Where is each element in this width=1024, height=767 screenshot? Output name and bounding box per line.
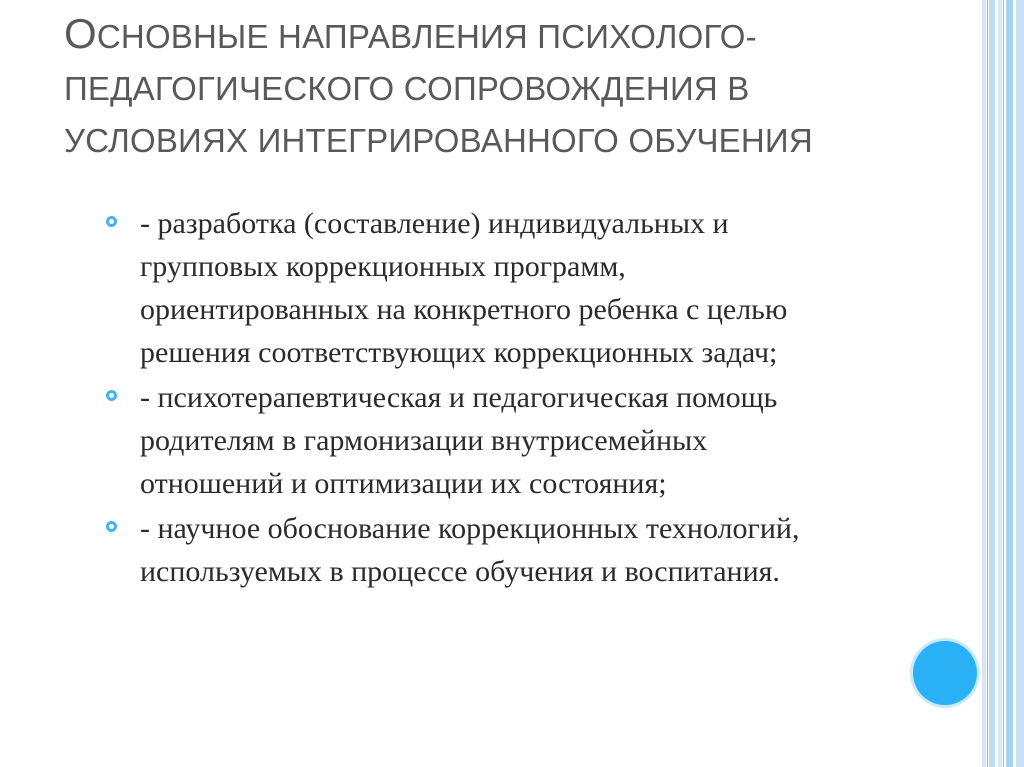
decorative-stripe <box>982 0 986 767</box>
decorative-stripe <box>1003 0 1004 767</box>
decorative-stripe <box>998 0 1002 767</box>
list-item-text: - психотерапевтическая и педагогическая помощь <box>140 381 778 414</box>
list-item <box>106 507 926 593</box>
list-item-text: решения соответствующих коррекционных задач; <box>140 336 778 369</box>
list-item-text: - научное обоснование коррекционных технологий, <box>140 512 800 545</box>
list-item-text: отношений и оптимизации их состояния; <box>140 467 667 500</box>
decorative-stripe <box>1006 0 1013 767</box>
decorative-circle <box>913 641 977 705</box>
list-item-text: ориентированных на конкретного ребенка с целью <box>140 293 788 326</box>
list-item <box>106 202 926 374</box>
decorative-stripe <box>987 0 988 767</box>
decorative-stripe <box>989 0 995 767</box>
decorative-stripe <box>1016 0 1024 767</box>
circle-bullet-icon <box>106 390 117 401</box>
bullet-list <box>106 202 926 595</box>
circle-bullet-icon <box>106 216 117 227</box>
list-item-text: - разработка (составление) индивидуальных и <box>140 207 729 240</box>
slide-title-line: УСЛОВИЯХ ИНТЕГРИРОВАННОГО ОБУЧЕНИЯ <box>64 122 813 159</box>
list-item-text: используемых в процессе обучения и воспитания. <box>140 555 780 588</box>
slide-title-line: ОСНОВНЫЕ НАПРАВЛЕНИЯ ПСИХОЛОГО- <box>64 10 757 57</box>
list-item-text: родителям в гармонизации внутрисемейных <box>140 424 708 457</box>
list-item <box>106 376 926 505</box>
circle-bullet-icon <box>106 521 117 532</box>
list-item-text: групповых коррекционных программ, <box>140 250 626 283</box>
slide-title-line: ПЕДАГОГИЧЕСКОГО СОПРОВОЖДЕНИЯ В <box>64 70 750 107</box>
slide-title <box>64 8 964 167</box>
